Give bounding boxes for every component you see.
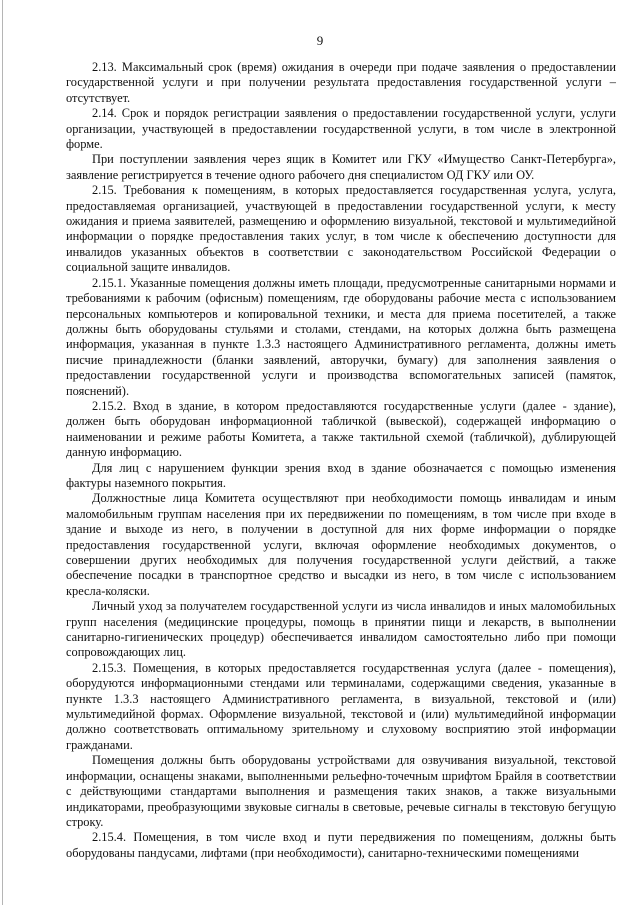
page-edge-line	[2, 0, 3, 905]
paragraph-2-13: 2.13. Максимальный срок (время) ожидания в очереди при подаче заявления о предоставлении государственной услуги и при получении результата предоставления государственной услуги – отсутствует.	[66, 60, 616, 105]
paragraph-2-15-1: 2.15.1. Указанные помещения должны иметь площади, предусмотренные санитарными нормами и требованиями к рабочим (офисным) помещениям, где оборудованы рабочие места с использованием персональных компьютеров и копировальной техники, и места для приема посетителей, а также должны быть оборудованы стульями и столами, стендами, на которых должна быть размещена информация, указанная в пункте 1.3.3 настоящего Административного регламента, должны иметь писчие принадлежности (бланки заявлений, авторучки, бумагу) для заполнения заявления о предоставлении государственной услуги и производства вспомогательных записей (памяток, пояснений).	[66, 275, 616, 398]
paragraph-2-15-4: 2.15.4. Помещения, в том числе вход и пути передвижения по помещениям, должны быть оборудованы пандусами, лифтами (при необходимости), санитарно-техническими помещениями	[66, 830, 616, 860]
paragraph-personal-care: Личный уход за получателем государственной услуги из числа инвалидов и иных маломобильных групп населения (медицинские процедуры, помощь в принятии пищи и лекарств, в выполнении санитарно-гигиенических процедур) обеспечивается инвалидом самостоятельно либо при помощи сопровождающих лиц.	[66, 599, 616, 660]
paragraph-2-15-3: 2.15.3. Помещения, в которых предоставляется государственная услуга (далее - помещения), оборудуются информационными стендами или терминалами, содержащими сведения, указанные в пункте 1.3.3 настоящего Административного регламента, в визуальной, текстовой и (или) мультимедийной формах. Оформление визуальной, текстовой и (или) мультимедийной информации должно соответствовать оптимальному зрительному и слуховому восприятию этой информации гражданами.	[66, 660, 616, 752]
paragraph-2-14: 2.14. Срок и порядок регистрации заявления о предоставлении государственной услуги, услуги организации, участвующей в предоставлении государственной услуги, в том числе в электронной форме.	[66, 106, 616, 152]
document-body	[66, 60, 616, 861]
paragraph-braille-equipment: Помещения должны быть оборудованы устройствами для озвучивания визуальной, текстовой информации, оснащены знаками, выполненными рельефно-точечным шрифтом Брайля в соответствии с действующими стандартами выполнения и размещения таких знаков, а также визуальными индикаторами, преобразующими звуковые сигналы в световые, речевые сигналы в текстовую бегущую строку.	[66, 753, 616, 829]
paragraph-2-15: 2.15. Требования к помещениям, в которых предоставляется государственная услуга, услуга, предоставляемая организацией, участвующей в предоставлении государственной услуги, к месту ожидания и приема заявителей, размещению и оформлению визуальной, текстовой и мультимедийной информации о порядке предоставления таких услуг, в том числе к обеспечению доступности для инвалидов указанных объектов в соответствии с законодательством Российской Федерации о социальной защите инвалидов.	[66, 183, 616, 275]
paragraph-registration: При поступлении заявления через ящик в Комитет или ГКУ «Имущество Санкт-Петербурга», заявление регистрируется в течение одного рабочего дня специалистом ОД ГКУ или ОУ.	[66, 152, 616, 182]
paragraph-vision-impaired: Для лиц с нарушением функции зрения вход в здание обозначается с помощью изменения фактуры наземного покрытия.	[66, 460, 616, 490]
page-number: 9	[316, 33, 324, 48]
paragraph-staff-assistance: Должностные лица Комитета осуществляют при необходимости помощь инвалидам и иным маломобильным группам населения при их передвижении по помещениям, в том числе при входе в здание и выходе из него, в получении в доступной для них форме информации о порядке предоставления государственной услуги, включая оформление необходимых документов, о совершении других необходимых для получения государственной услуги действий, а также обеспечение посадки в транспортное средство и высадки из него, в том числе с использованием кресла-коляски.	[66, 491, 616, 598]
paragraph-2-15-2: 2.15.2. Вход в здание, в котором предоставляются государственные услуги (далее - здание), должен быть оборудован информационной табличкой (вывеской), содержащей информацию о наименовании и режиме работы Комитета, а также тактильной схемой (табличкой), дублирующей данную информацию.	[66, 398, 616, 460]
